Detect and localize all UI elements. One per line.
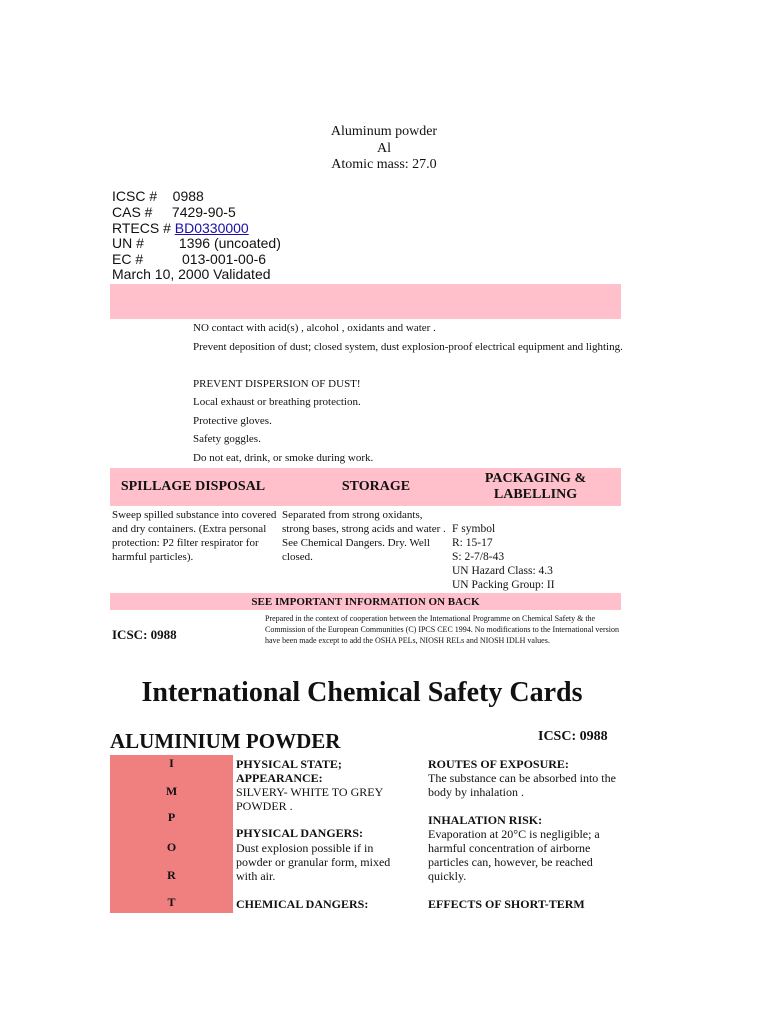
sidebar-letter: O [166,840,177,854]
packaging-line: F symbol [452,523,496,535]
physical-state-label: PHYSICAL STATE; APPEARANCE: [236,757,342,785]
storage-text: Separated from strong oxidants, strong bases, strong acids and water . See Chemical Dangers. Dry. Well closed. [282,509,446,563]
validated-date: March 10, 2000 Validated [112,266,271,282]
packaging-list [452,522,618,592]
inhalation-risk-text: Evaporation at 20°C is negligible; a harmful concentration of airborne particles can, however, be reached quickly. [428,827,600,883]
substance-heading: ALUMINIUM POWDER [110,729,341,753]
sidebar-letter: R [167,868,176,882]
sidebar-letter: I [169,756,174,770]
sidebar-letter: T [167,895,176,909]
footer-icsc: ICSC: 0988 [112,627,177,642]
prevention-line: Do not eat, drink, or smoke during work. [193,452,374,464]
packaging-line: UN Hazard Class: 4.3 [452,565,553,577]
prevention-line: Prevent deposition of dust; closed system, dust explosion-proof electrical equipment and lighting. [193,341,623,353]
inhalation-risk-label: INHALATION RISK: [428,813,543,827]
atomic-mass: Atomic mass: 27.0 [331,157,437,172]
spillage-text: Sweep spilled substance into covered and dry containers. (Extra personal protection: P2 filter respirator for harmful particles). [112,509,277,563]
routes-exposure-label: ROUTES OF EXPOSURE: [428,757,569,771]
prevention-header-bar [110,284,621,319]
prevention-line: Safety goggles. [193,433,261,445]
packaging-labelling-header: PACKAGING & LABELLING [484,471,587,502]
prevention-line: Protective gloves. [193,415,272,427]
ec-number: EC # 013-001-00-6 [112,251,267,267]
icsc-number: ICSC # 0988 [112,188,204,204]
footer-cooperation-note: Prepared in the context of cooperation between the International Programme on Chemical Safety & the Commission of the European Communities (C) IPCS CEC 1994. No modifications to the International version have been made except to add the OSHA PELs, NIOSH RELs and NIOSH IDLH values. [265,614,619,645]
rtecs-line [112,220,249,236]
rtecs-label: RTECS # [112,220,175,236]
packaging-line: R: 15-17 [452,537,493,549]
rtecs-link[interactable]: BD0330000 [174,220,249,236]
effects-short-term-label: EFFECTS OF SHORT-TERM [428,897,585,911]
physical-state-text: SILVERY- WHITE TO GREY POWDER . [236,785,383,813]
page2-icsc: ICSC: 0988 [538,729,608,744]
important-sidebar [110,755,233,913]
packaging-line: UN Packing Group: II [452,579,555,591]
routes-exposure-text: The substance can be absorbed into the body by inhalation . [428,771,616,799]
physical-dangers-text: Dust explosion possible if in powder or granular form, mixed with air. [236,841,391,883]
sidebar-letter: P [167,810,176,824]
physical-dangers-label: PHYSICAL DANGERS: [236,826,364,840]
packaging-line: S: 2-7/8-43 [452,551,505,563]
prevention-line: Local exhaust or breathing protection. [193,396,361,408]
substance-name: Aluminum powder [330,124,438,139]
storage-header: STORAGE [341,479,411,494]
prevention-line: NO contact with acid(s) , alcohol , oxidants and water . [193,322,436,334]
chemical-dangers-label: CHEMICAL DANGERS: [236,897,369,911]
cas-number: CAS # 7429-90-5 [112,204,236,220]
un-number: UN # 1396 (uncoated) [112,235,281,251]
chemical-formula: Al [377,141,391,156]
important-info-bar: SEE IMPORTANT INFORMATION ON BACK [110,593,621,610]
page-title: International Chemical Safety Cards [141,677,583,708]
prevention-line: PREVENT DISPERSION OF DUST! [193,378,361,390]
sidebar-letter: M [165,784,178,798]
spillage-disposal-header: SPILLAGE DISPOSAL [120,479,266,494]
